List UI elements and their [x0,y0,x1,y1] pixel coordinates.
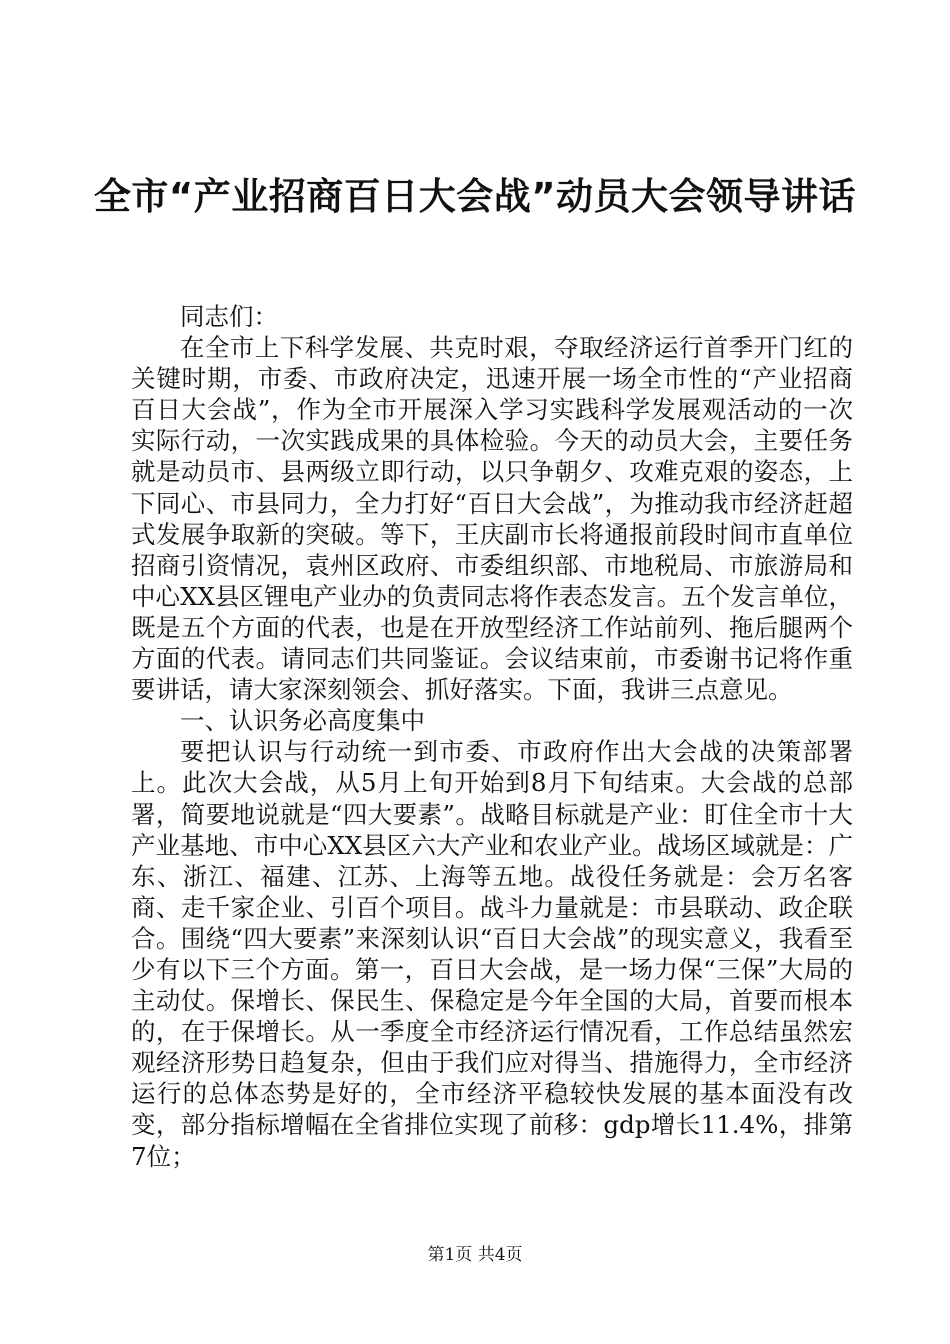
document-body [131,301,853,1172]
document-title: 全市“产业招商百日大会战”动员大会领导讲话 [93,175,857,218]
salutation-paragraph: 同志们： [180,302,278,331]
body-paragraph: 要把认识与行动统一到市委、市政府作出大会战的决策部署上。此次大会战，从5月上旬开始到8月下旬结束。大会战的总部署，简要地说就是“四大要素”。战略目标就是产业：盯住全市十大产业基地、市中心XX县区六大产业和农业产业。战场区域就是：广东、浙江、福建、江苏、上海等五地。战役任务就是：会万名客商、走千家企业、引百个项目。战斗力量就是：市县联动、政企联合。围绕“四大要素”来深刻认识“百日大会战”的现实意义，我看至少有以下三个方面。第一，百日大会战，是一场力保“三保”大局的主动仗。保增长、保民生、保稳定是今年全国的大局，首要而根本的，在于保增长。从一季度全市经济运行情况看，工作总结虽然宏观经济形势日趋复杂，但由于我们应对得当、措施得力，全市经济运行的总体态势是好的，全市经济平稳较快发展的基本面没有改变，部分指标增幅在全省排位实现了前移：gdp增长11.4%，排第7位； [131,737,853,1171]
section-heading: 一、认识务必高度集中 [180,706,425,736]
intro-paragraph: 在全市上下科学发展、共克时艰，夺取经济运行首季开门红的关键时期，市委、市政府决定，迅速开展一场全市性的“产业招商百日大会战”，作为全市开展深入学习实践科学发展观活动的一次实际行动，一次实践成果的具体检验。今天的动员大会，主要任务就是动员市、县两级立即行动，以只争朝夕、攻难克艰的姿态，上下同心、市县同力，全力打好“百日大会战”，为推动我市经济赶超式发展争取新的突破。等下，王庆副市长将通报前段时间市直单位招商引资情况，袁州区政府、市委组织部、市地税局、市旅游局和中心XX县区锂电产业办的负责同志将作表态发言。五个发言单位，既是五个方面的代表，也是在开放型经济工作站前列、拖后腿两个方面的代表。请同志们共同鉴证。会议结束前，市委谢书记将作重要讲话，请大家深刻领会、抓好落实。下面，我讲三点意见。 [131,333,853,705]
page-footer: 第1页 共4页 [427,1245,523,1265]
